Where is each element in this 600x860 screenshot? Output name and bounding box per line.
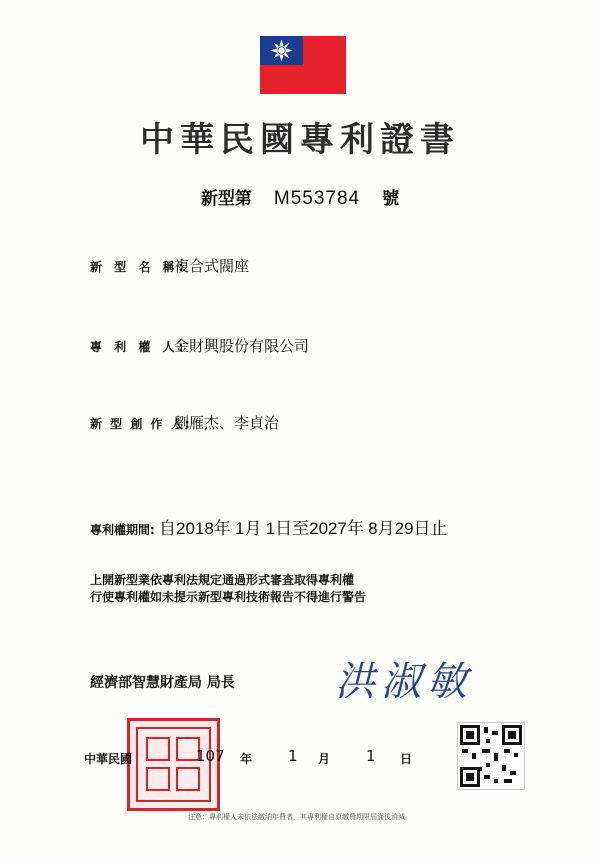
notice-line-2: 行使專利權如未提示新型專利技術報告不得進行警告 (90, 590, 367, 604)
term-end-word: 日止 (413, 519, 448, 538)
notice-line-1: 上開新型業依專利法規定通過形式審查取得專利權 (90, 573, 355, 587)
qr-finder (460, 725, 480, 745)
patent-number: M553784 (273, 188, 361, 209)
term-year-unit-2: 年 (346, 519, 364, 538)
issue-day: 1 (366, 747, 376, 765)
qr-finder (460, 767, 480, 787)
white-sun-icon (260, 36, 303, 65)
term-to-month: 8 (368, 519, 378, 538)
term-to-word: 日至 (275, 519, 310, 538)
issue-month-unit: 月 (318, 752, 331, 766)
term-from-day: 1 (265, 519, 276, 538)
term-from-month: 1 (235, 519, 245, 538)
patent-number-prefix: 新型第 (200, 189, 252, 209)
issue-era: 中華民國 (84, 752, 133, 766)
seal-glyph (176, 767, 200, 791)
term-year-unit: 年 (213, 519, 231, 538)
term-month-unit-2: 月 (377, 519, 395, 538)
director-signature: 洪淑敏 (335, 659, 473, 705)
issue-year: 107 (196, 747, 225, 765)
term-from-word: 自 (159, 519, 176, 538)
field-value-owner: 金財興股份有限公司 (174, 337, 310, 355)
footnote: 注意：專利權人未依法繳納年費者，其專利權自原繳費期限屆滿後消滅。 (188, 813, 412, 821)
field-value-name: 複合式閥座 (174, 257, 250, 275)
field-value-creator: 劉雁杰、李貞治 (174, 414, 280, 432)
qr-finder (502, 725, 522, 745)
term-from-year: 2018 (176, 519, 214, 538)
flag-canton (260, 36, 303, 65)
patent-term (90, 514, 448, 539)
issue-day-unit: 日 (400, 752, 413, 766)
field-label-name: 新 型 名 稱: (90, 260, 188, 274)
patent-number-line (0, 184, 600, 210)
issue-year-unit: 年 (240, 752, 253, 766)
term-to-day: 29 (394, 519, 414, 538)
field-label-owner: 專 利 權 人: (90, 340, 188, 354)
term-to-year: 2027 (309, 519, 347, 538)
roc-flag (260, 36, 346, 94)
issuing-office: 經濟部智慧財產局 局長 (90, 675, 235, 691)
field-label-creator: 新 型 創 作 人: (90, 417, 192, 431)
issue-month: 1 (288, 747, 298, 765)
term-label: 專利權期間: (90, 523, 155, 537)
seal-glyph (146, 737, 170, 761)
term-month-unit: 月 (244, 519, 262, 538)
qr-code (457, 722, 525, 790)
seal-glyph (146, 767, 170, 791)
certificate-title: 中華民國專利證書 (140, 120, 460, 160)
patent-number-suffix: 號 (382, 189, 400, 209)
